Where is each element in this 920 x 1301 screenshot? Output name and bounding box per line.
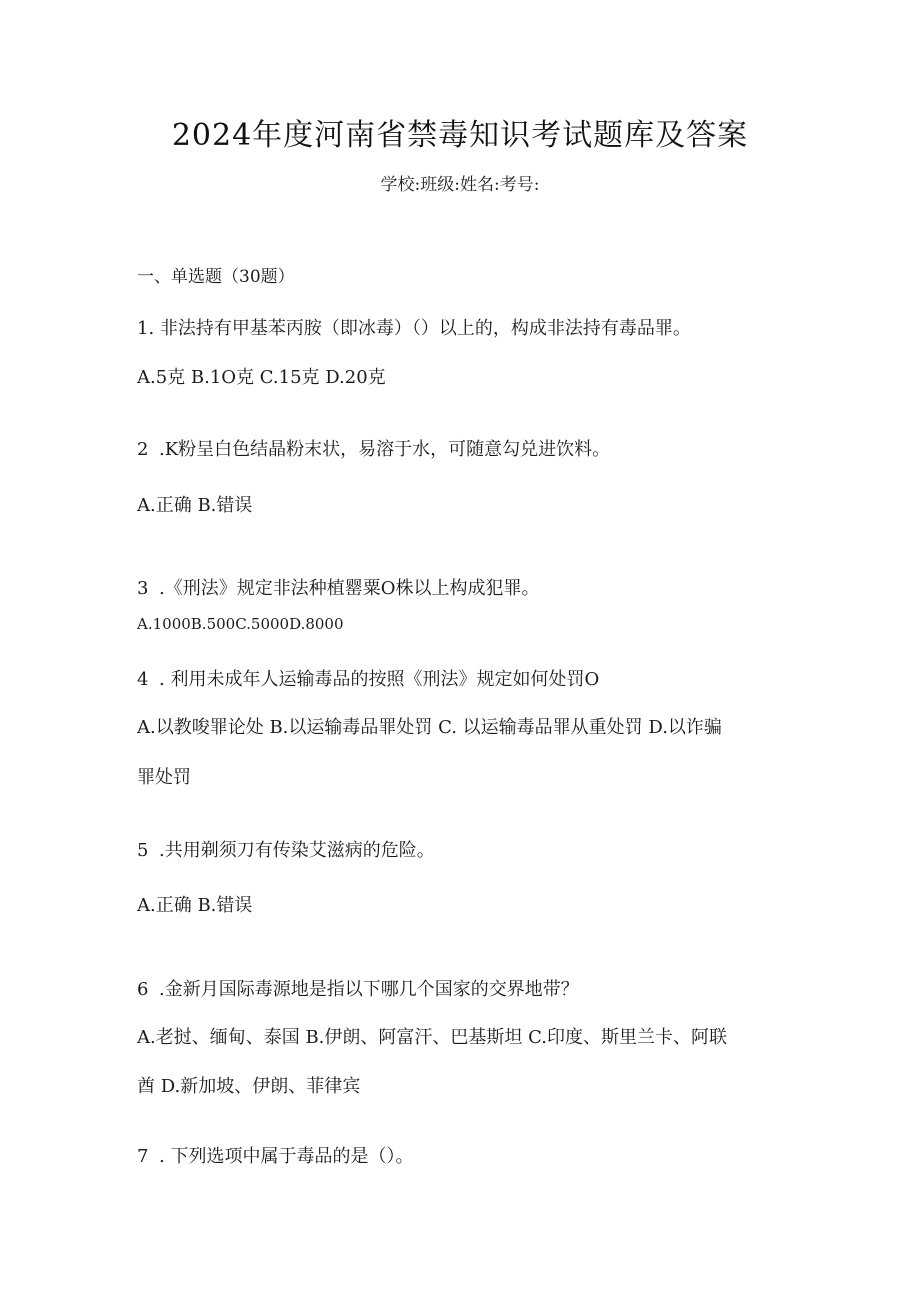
question-1-options: A.5克 B.1O克 C.15克 D.20克 (137, 367, 386, 388)
question-7-text: . 下列选项中属于毒品的是（）。 (159, 1146, 414, 1167)
question-1-text: 1. 非法持有甲基苯丙胺（即冰毒）（）以上的，构成非法持有毒品罪。 (137, 318, 691, 339)
document-title: 2024年度河南省禁毒知识考试题库及答案 (171, 118, 749, 153)
question-7 (137, 1142, 413, 1168)
question-4-text: . 利用未成年人运输毒品的按照《刑法》规定如何处罚O (159, 669, 600, 690)
question-4-number: 4 (137, 669, 149, 690)
question-3 (137, 574, 539, 600)
question-6-text: .金新月国际毒源地是指以下哪几个国家的交界地带？ (159, 979, 579, 1000)
question-2 (137, 435, 610, 461)
question-5-number: 5 (137, 840, 149, 861)
question-6-options-line-2: 酋 D.新加坡、伊朗、菲律宾 (137, 1076, 361, 1097)
section-heading: 一、单选题（30题） (137, 267, 295, 287)
question-4-options-line-2: 罪处罚 (137, 767, 191, 788)
question-3-options: A.1000B.500C.5000D.8000 (137, 615, 344, 633)
question-5-options: A.正确 B.错误 (137, 895, 253, 916)
question-2-text: .K粉呈白色结晶粉末状，易溶于水，可随意勾兑进饮料。 (159, 439, 611, 460)
question-5-text: .共用剃须刀有传染艾滋病的危险。 (159, 840, 435, 861)
student-info-line: 学校:班级:姓名:考号: (380, 175, 540, 195)
question-3-number: 3 (137, 578, 149, 599)
question-2-options: A.正确 B.错误 (137, 495, 253, 516)
question-5 (137, 836, 435, 862)
question-6 (137, 975, 579, 1001)
question-4-options-line-1: A.以教唆罪论处 B.以运输毒品罪处罚 C. 以运输毒品罪从重处罚 D.以诈骗 (137, 717, 722, 738)
question-6-number: 6 (137, 979, 149, 1000)
question-2-number: 2 (137, 439, 149, 460)
question-6-options-line-1: A.老挝、缅甸、泰国 B.伊朗、阿富汗、巴基斯坦 C.印度、斯里兰卡、阿联 (137, 1027, 727, 1048)
question-7-number: 7 (137, 1146, 149, 1167)
question-4 (137, 665, 599, 691)
question-3-text: .《刑法》规定非法种植罂粟O株以上构成犯罪。 (159, 578, 540, 599)
